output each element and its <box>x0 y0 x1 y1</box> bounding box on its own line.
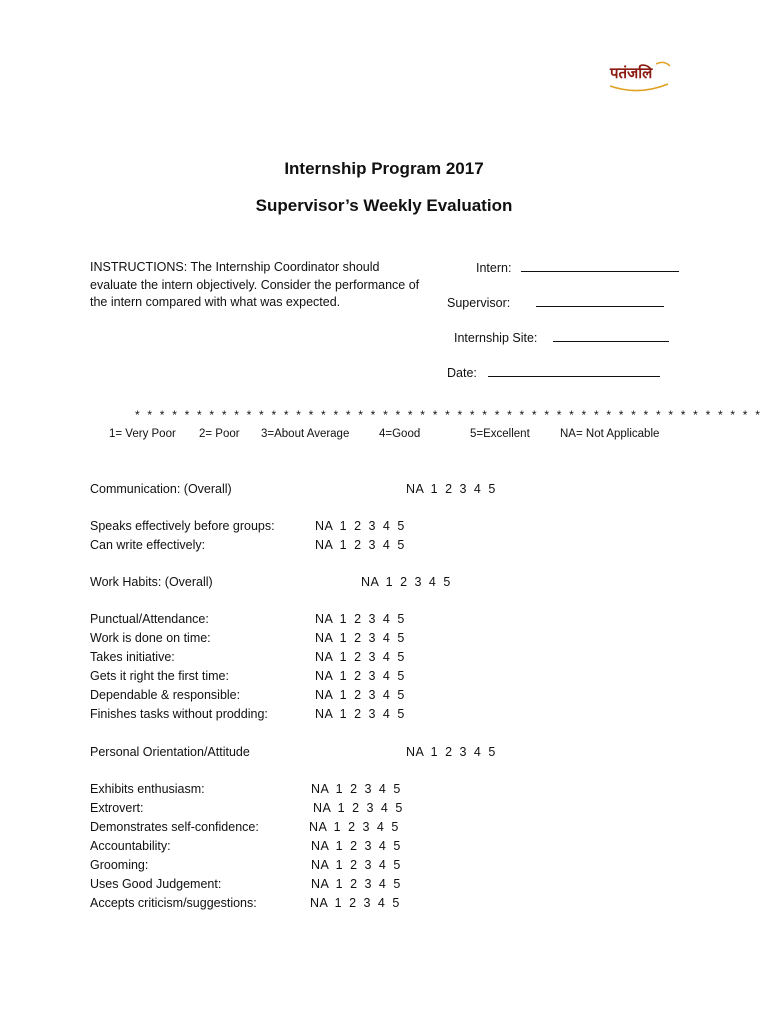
criterion-label: Speaks effectively before groups: <box>90 519 275 533</box>
logo-text: पतंजलि <box>610 64 653 82</box>
criterion-label: Grooming: <box>90 858 149 872</box>
instructions-text: INSTRUCTIONS: The Internship Coordinator should evaluate the intern objectively. Consider the performance of the intern compared with what was expected. <box>90 260 420 309</box>
rating-options[interactable]: NA 1 2 3 4 5 <box>406 745 496 759</box>
intern-field[interactable] <box>476 259 679 278</box>
date-label: Date: <box>447 366 477 380</box>
rating-options[interactable]: NA 1 2 3 4 5 <box>311 858 401 872</box>
scale-item: 1= Very Poor <box>109 428 176 440</box>
criterion-label: Can write effectively: <box>90 538 206 552</box>
intern-blank[interactable] <box>521 259 679 272</box>
work-habits-heading: Work Habits: (Overall) <box>90 575 213 589</box>
criterion-label: Punctual/Attendance: <box>90 612 209 626</box>
rating-options[interactable]: NA 1 2 3 4 5 <box>313 801 403 815</box>
rating-options[interactable]: NA 1 2 3 4 5 <box>315 538 405 552</box>
criterion-label: Accountability: <box>90 839 171 853</box>
criterion-label: Demonstrates self-confidence: <box>90 820 259 834</box>
rating-options[interactable]: NA 1 2 3 4 5 <box>315 612 405 626</box>
rating-options[interactable]: NA 1 2 3 4 5 <box>311 877 401 891</box>
scale-item: 3=About Average <box>261 428 350 440</box>
date-blank[interactable] <box>488 364 660 377</box>
rating-options[interactable]: NA 1 2 3 4 5 <box>361 575 451 589</box>
criterion-label: Accepts criticism/suggestions: <box>90 896 257 910</box>
rating-options[interactable]: NA 1 2 3 4 5 <box>315 631 405 645</box>
patanjali-logo <box>604 56 674 96</box>
criterion-label: Gets it right the first time: <box>90 669 229 683</box>
rating-options[interactable]: NA 1 2 3 4 5 <box>315 688 405 702</box>
date-field[interactable] <box>447 364 660 383</box>
site-field[interactable] <box>454 329 669 348</box>
supervisor-field[interactable] <box>447 294 664 313</box>
rating-options[interactable]: NA 1 2 3 4 5 <box>311 782 401 796</box>
rating-options[interactable]: NA 1 2 3 4 5 <box>311 839 401 853</box>
scale-item: NA= Not Applicable <box>560 428 660 440</box>
rating-options[interactable]: NA 1 2 3 4 5 <box>315 519 405 533</box>
scale-item: 2= Poor <box>199 428 240 440</box>
criterion-label: Finishes tasks without prodding: <box>90 707 268 721</box>
scale-item: 4=Good <box>379 428 421 440</box>
rating-options[interactable]: NA 1 2 3 4 5 <box>315 669 405 683</box>
rating-options[interactable]: NA 1 2 3 4 5 <box>315 650 405 664</box>
intern-label: Intern: <box>476 261 512 275</box>
rating-options[interactable]: NA 1 2 3 4 5 <box>315 707 405 721</box>
supervisor-label: Supervisor: <box>447 296 511 310</box>
supervisor-blank[interactable] <box>536 294 664 307</box>
rating-options[interactable]: NA 1 2 3 4 5 <box>406 482 496 496</box>
criterion-label: Uses Good Judgement: <box>90 877 222 891</box>
document-subtitle: Supervisor’s Weekly Evaluation <box>255 196 513 215</box>
criterion-label: Dependable & responsible: <box>90 688 241 702</box>
personal-orientation-heading: Personal Orientation/Attitude <box>90 745 250 759</box>
criterion-label: Exhibits enthusiasm: <box>90 782 205 796</box>
document-title: Internship Program 2017 <box>284 159 484 178</box>
site-label: Internship Site: <box>454 331 538 345</box>
criterion-label: Takes initiative: <box>90 650 175 664</box>
rating-options[interactable]: NA 1 2 3 4 5 <box>310 896 400 910</box>
scale-item: 5=Excellent <box>470 428 530 440</box>
criterion-label: Work is done on time: <box>90 631 211 645</box>
separator-stars: * * * * * * * * * * * * * * * * * * * * * * * * * * * * * * * * * * * * * * * * * * * * * * * * * * * <box>135 408 763 422</box>
communication-heading: Communication: (Overall) <box>90 482 232 496</box>
criterion-label: Extrovert: <box>90 801 144 815</box>
rating-options[interactable]: NA 1 2 3 4 5 <box>309 820 399 834</box>
site-blank[interactable] <box>553 329 669 342</box>
